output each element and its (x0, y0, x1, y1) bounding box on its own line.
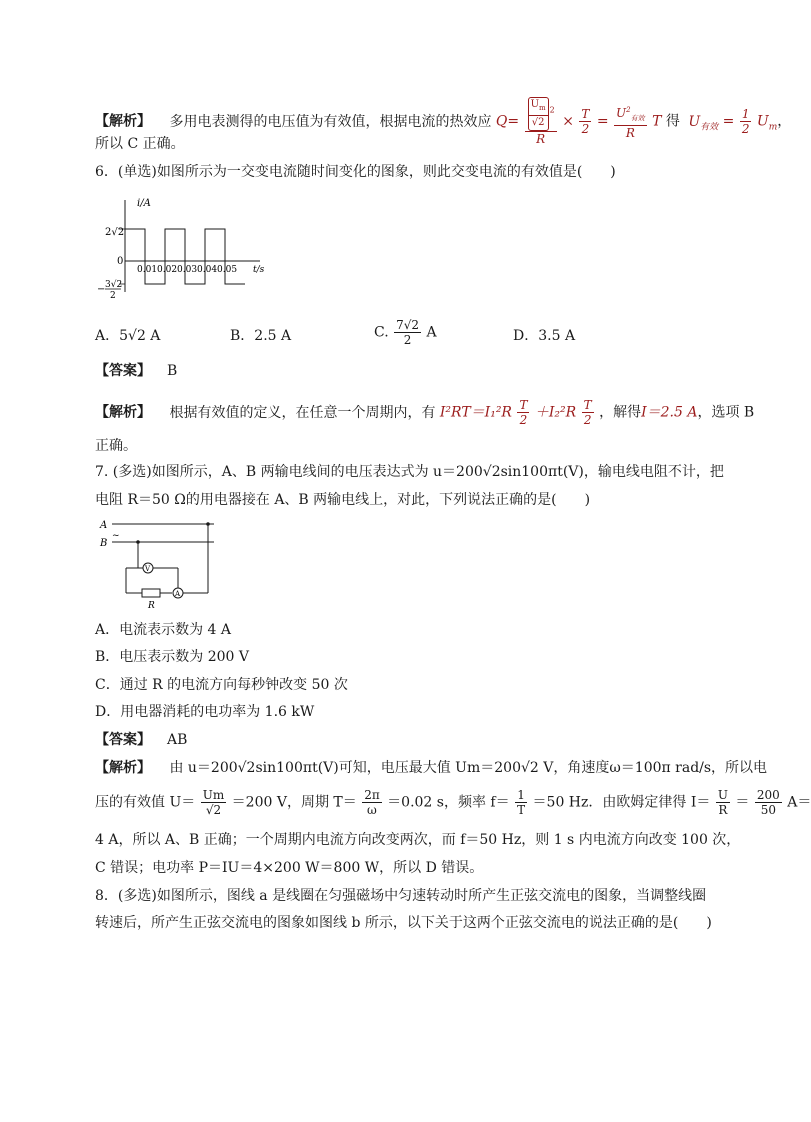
q6-analysis: 【解析】 根据有效值的定义，在任意一个周期内，有 I²RT＝I₁²R $\frac{T}{2}$ ＋I₂²R $\frac{T}{2}$ ，解得I＝2.5 A，选项 B (95, 398, 755, 427)
q7-option-d: D．用电器消耗的电功率为 1.6 kW (95, 704, 315, 720)
square-wave-series (125, 229, 245, 284)
q7-option-b: B．电压表示数为 200 V (95, 649, 250, 665)
q5-analysis-line2: 所以 C 正确。 (95, 136, 185, 152)
q6-option-d: D．3.5 A (513, 328, 576, 344)
fraction-um-sqrt2-over-r: $\frac{U_m}{√2}$ $^2$ R (525, 97, 557, 146)
q6-square-wave-graph (95, 192, 275, 302)
q7-analysis-line1: 【解析】 由 u＝200√2sin100πt(V)可知，电压最大值 Um＝200√2 V，角速度ω＝100π rad/s，所以电 (95, 760, 768, 776)
resistor-label: R (148, 601, 155, 611)
q6-answer: 【答案】 B (95, 363, 178, 379)
ammeter-label: A (175, 590, 181, 598)
q7-answer: 【答案】 AB (95, 732, 188, 748)
formula-q: Q= (495, 113, 520, 130)
analysis-text: 多用电表测得的电压值为有效值，根据电流的热效应 (169, 113, 492, 130)
voltmeter-label: V (145, 565, 151, 573)
y-tick-bottom-den: 2 (110, 291, 116, 301)
q7-option-a: A．电流表示数为 4 A (95, 622, 232, 638)
q7-analysis-line4: C 错误；电功率 P＝IU＝4×200 W＝800 W，所以 D 错误。 (95, 860, 484, 876)
q6-stem: 6．(单选)如图所示为一交变电流随时间变化的图象，则此交变电流的有效值是( ) (95, 164, 616, 180)
q8-stem-line2: 转速后，所产生正弦交流电的图象如图线 b 所示，以下关于这两个正弦交流电的说法正确的是( ) (95, 915, 712, 931)
x-tick-label: 0.04 (197, 265, 218, 275)
q7-option-c: C．通过 R 的电流方向每秒钟改变 50 次 (95, 677, 348, 693)
fraction-ueff2-over-r: $\frac{U^2_{有效}}{R}$ (614, 103, 647, 140)
y-tick-zero: 0 (117, 256, 124, 267)
q7-analysis-line2: 压的有效值 U＝ $\frac{Um}{√2}$ ＝200 V，周期 T＝ $\frac{2\pi}{\omega}$ ＝0.02 s，频率 f＝ $\frac{1}{T}$ ＝50 Hz．由欧姆定律得 I＝ $\frac{U}{R}$ ＝ $\frac{200}{50}$ A＝ (95, 788, 811, 817)
q5-analysis-line1: 【解析】 多用电表测得的电压值为有效值，根据电流的热效应 Q= $\frac{U_m}{√2}$ $^2$ R × $\frac{T}{2}$ = $\frac{U^2_{有效}}{R}$ T 得 $U_{有效}$ = $\frac{1}{2}$ $U_m$， (95, 99, 792, 146)
x-axis-label: t/s (253, 265, 265, 275)
y-tick-top: 2√2 (105, 227, 125, 238)
x-tick-label: 0.03 (177, 265, 198, 275)
svg-text:−: − (97, 284, 106, 295)
label-b: B (100, 538, 108, 549)
fraction-t-over-2: $\frac{T}{2}$ (581, 107, 590, 136)
q7-circuit-diagram (98, 518, 228, 618)
q7-stem-line2: 电阻 R＝50 Ω的用电器接在 A、B 两输电线上，对此，下列说法正确的是( ) (95, 492, 591, 508)
label-a: A (100, 520, 108, 531)
x-tick-label: 0.02 (157, 265, 178, 275)
q6-option-b: B．2.5 A (230, 328, 292, 344)
q7-analysis-line3: 4 A，所以 A、B 正确；一个周期内电流方向改变两次，而 f＝50 Hz，则 1 s 内电流方向改变 100 次， (95, 832, 741, 848)
q6-option-c: C. $\frac{7√2}{2}$ A (374, 318, 437, 347)
y-axis-label: i/A (137, 198, 151, 209)
fraction-half: $\frac{1}{2}$ (741, 107, 750, 136)
svg-text:~: ~ (112, 531, 120, 541)
analysis-tag: 【解析】 (95, 113, 151, 130)
x-tick-label: 0.05 (217, 265, 238, 275)
q6-analysis-line2: 正确。 (95, 438, 137, 454)
x-tick-label: 0.01 (137, 265, 158, 275)
q6-option-a: A．5√2 A (95, 328, 161, 344)
y-tick-bottom-num: 3√2 (105, 280, 123, 290)
q8-stem-line1: 8．(多选)如图所示，图线 a 是线圈在匀强磁场中匀速转动时所产生正弦交流电的图象，当调整线圈 (95, 888, 707, 904)
q7-stem-line1: 7. (多选)如图所示，A、B 两输电线间的电压表达式为 u＝200√2sin100πt(V)，输电线电阻不计，把 (95, 464, 724, 480)
resistor-icon (142, 589, 160, 597)
graph-area (119, 200, 260, 292)
